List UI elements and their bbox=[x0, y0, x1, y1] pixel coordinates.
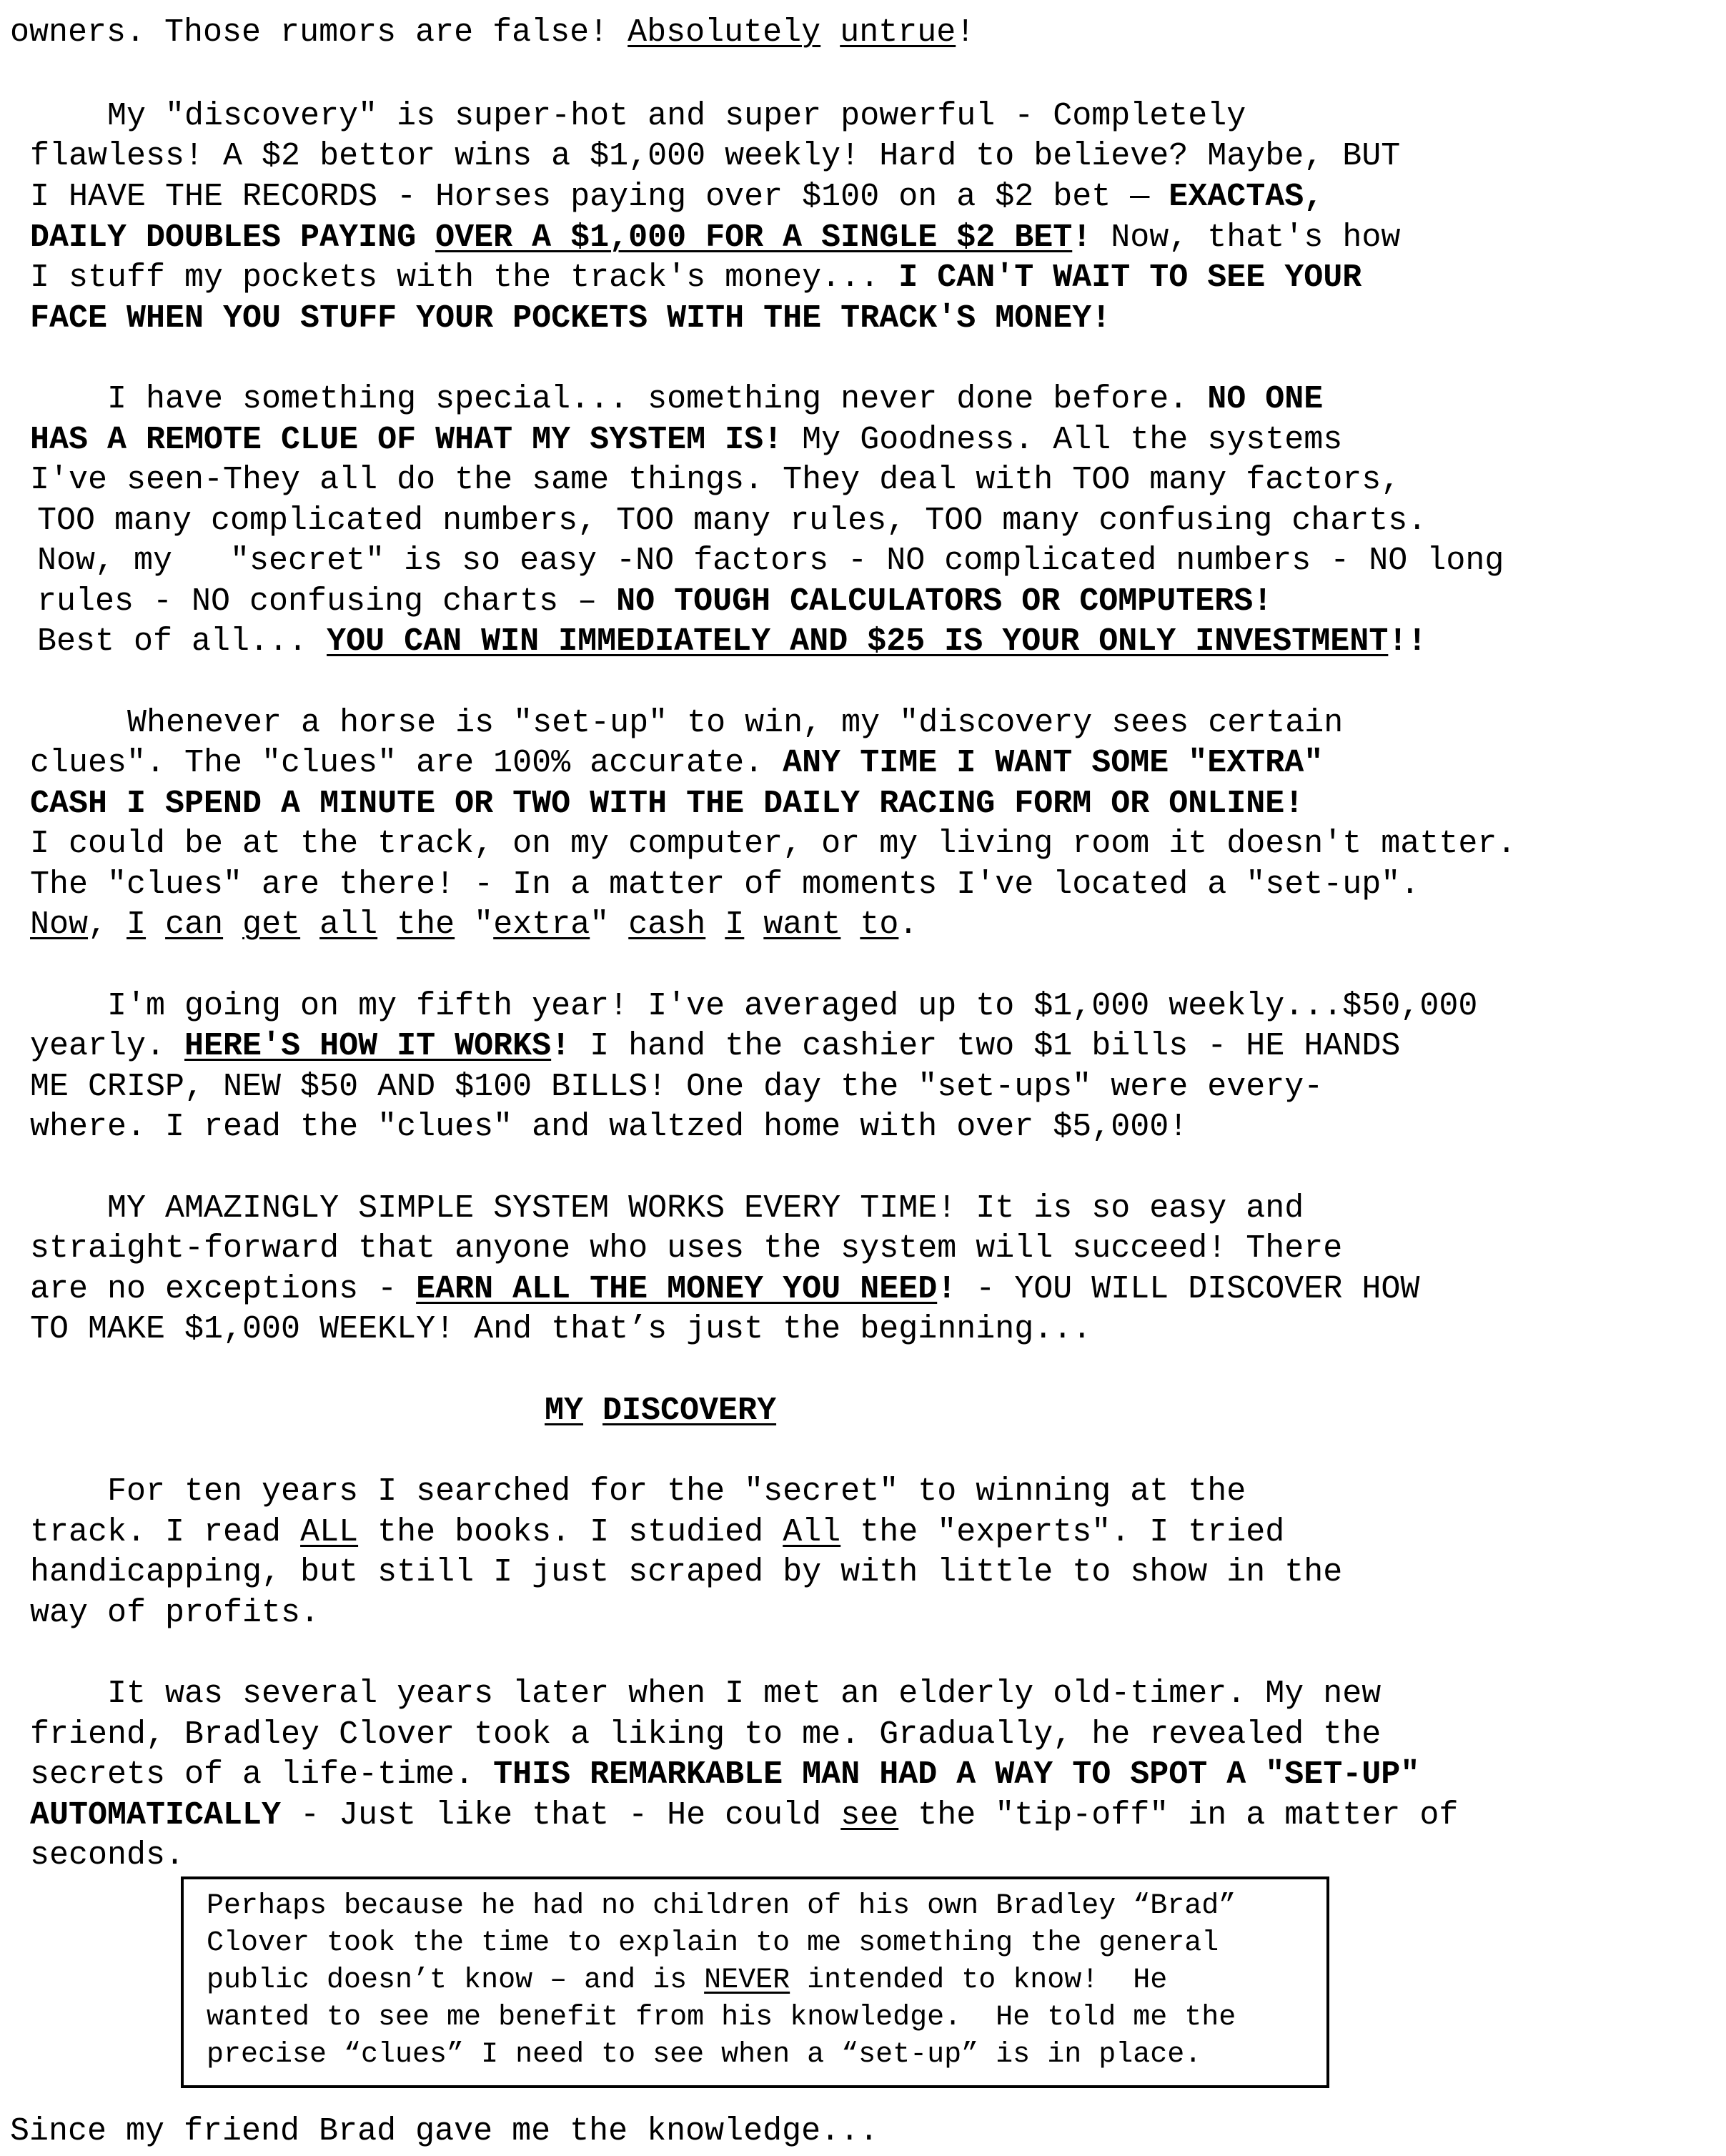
text-line bbox=[30, 905, 918, 945]
bold-text: ANY TIME I WANT SOME "EXTRA" bbox=[783, 745, 1324, 781]
underlined-word: Absolutely bbox=[628, 14, 821, 51]
bold-underlined-text: OVER A $1,000 FOR A SINGLE $2 BET bbox=[435, 219, 1073, 256]
bold-text: ! bbox=[937, 1271, 957, 1307]
underlined-word: can bbox=[165, 906, 224, 943]
text-run bbox=[744, 906, 763, 943]
text-line: MY AMAZINGLY SIMPLE SYSTEM WORKS EVERY TIME! It is so easy and bbox=[30, 1190, 1304, 1227]
text-line: I could be at the track, on my computer, or my living room it doesn't matter. bbox=[30, 826, 1517, 862]
bold-text: NO ONE bbox=[1207, 381, 1324, 417]
text-run bbox=[705, 906, 725, 943]
text-line: Now, my "secret" is so easy -NO factors - NO complicated numbers - NO long bbox=[37, 543, 1504, 579]
text-run: the "experts". I tried bbox=[840, 1514, 1285, 1551]
section-heading bbox=[545, 1391, 776, 1431]
text-line: flawless! A $2 bettor wins a $1,000 weekly! Hard to believe? Maybe, BUT bbox=[30, 138, 1401, 174]
text-run: - YOU WILL DISCOVER HOW bbox=[956, 1271, 1420, 1307]
text-run bbox=[300, 906, 319, 943]
box-line: wanted to see me benefit from his knowledge. He told me the bbox=[207, 2002, 1236, 2034]
underlined-word: want bbox=[763, 906, 841, 943]
text-line: way of profits. bbox=[30, 1595, 320, 1631]
bold-text: HAS A REMOTE CLUE OF WHAT MY SYSTEM IS! bbox=[30, 422, 783, 458]
underlined-word: the bbox=[397, 906, 455, 943]
text-line bbox=[30, 380, 1323, 420]
text-line: seconds. bbox=[30, 1837, 185, 1874]
text-line bbox=[30, 1755, 1419, 1795]
text-run: intended to know! He bbox=[790, 1964, 1168, 1997]
text-run: Now, that's how bbox=[1091, 219, 1401, 256]
box-line: Clover took the time to explain to me something the general bbox=[207, 1927, 1219, 1959]
text-run: the books. I studied bbox=[358, 1514, 783, 1551]
text-run: , bbox=[88, 906, 127, 943]
text-run bbox=[146, 906, 165, 943]
text-run bbox=[223, 906, 242, 943]
bold-text: ! bbox=[1072, 219, 1092, 256]
text-line bbox=[10, 13, 975, 53]
underlined-word: untrue bbox=[840, 14, 956, 51]
text-run: rules - NO confusing charts – bbox=[37, 583, 617, 620]
underlined-word: to bbox=[860, 906, 899, 943]
text-run bbox=[377, 906, 397, 943]
text-line bbox=[37, 582, 1272, 622]
underlined-word: get bbox=[242, 906, 301, 943]
text-run: owners. Those rumors are false! bbox=[10, 14, 628, 51]
text-line bbox=[30, 218, 1400, 258]
text-run: " bbox=[590, 906, 629, 943]
box-line: precise “clues” I need to see when a “set-up” is in place. bbox=[207, 2039, 1202, 2071]
text-line: straight-forward that anyone who uses the system will succeed! There bbox=[30, 1230, 1343, 1267]
text-line: TOO many complicated numbers, TOO many rules, TOO many confusing charts. bbox=[37, 503, 1427, 539]
underlined-word: see bbox=[840, 1797, 899, 1834]
underlined-word: cash bbox=[628, 906, 706, 943]
text-line: friend, Bradley Clover took a liking to me. Gradually, he revealed the bbox=[30, 1716, 1382, 1753]
text-line bbox=[30, 1796, 1458, 1836]
text-run: the "tip-off" in a matter of bbox=[898, 1797, 1459, 1834]
underlined-word: ALL bbox=[300, 1514, 359, 1551]
text-run: - Just like that - He could bbox=[281, 1797, 841, 1834]
text-run: clues". The "clues" are 100% accurate. bbox=[30, 745, 783, 781]
heading-word: DISCOVERY bbox=[602, 1393, 777, 1429]
bold-underlined-text: YOU CAN WIN IMMEDIATELY AND $25 IS YOUR ONLY INVESTMENT bbox=[327, 623, 1389, 660]
bold-text: THIS REMARKABLE MAN HAD A WAY TO SPOT A "SET-UP" bbox=[493, 1756, 1420, 1793]
heading-word: MY bbox=[545, 1393, 584, 1429]
closing-line: Since my friend Brad gave me the knowledge... bbox=[10, 2113, 879, 2150]
text-line: CASH I SPEND A MINUTE OR TWO WITH THE DAILY RACING FORM OR ONLINE! bbox=[30, 786, 1304, 822]
text-line bbox=[30, 1513, 1284, 1553]
text-line bbox=[30, 258, 1362, 298]
bold-text: !! bbox=[1388, 623, 1427, 660]
underlined-word: Now bbox=[30, 906, 89, 943]
underlined-word: All bbox=[783, 1514, 841, 1551]
text-run: yearly. bbox=[30, 1028, 185, 1064]
text-run: " bbox=[455, 906, 494, 943]
text-run bbox=[840, 906, 860, 943]
text-run: are no exceptions - bbox=[30, 1271, 417, 1307]
bold-underlined-text: EARN ALL THE MONEY YOU NEED bbox=[416, 1271, 938, 1307]
text-line: TO MAKE $1,000 WEEKLY! And that’s just the beginning... bbox=[30, 1311, 1092, 1348]
text-run: My Goodness. All the systems bbox=[783, 422, 1343, 458]
text-run: ! bbox=[956, 14, 976, 51]
text-line: I've seen-They all do the same things. They deal with TOO many factors, bbox=[30, 462, 1401, 498]
text-run: secrets of a life-time. bbox=[30, 1756, 494, 1793]
text-line: The "clues" are there! - In a matter of moments I've located a "set-up". bbox=[30, 866, 1420, 903]
text-line bbox=[30, 1027, 1400, 1067]
text-line: It was several years later when I met an elderly old-timer. My new bbox=[30, 1676, 1382, 1712]
bold-text: ! bbox=[551, 1028, 571, 1064]
text-line: handicapping, but still I just scraped by with little to show in the bbox=[30, 1554, 1343, 1591]
text-line: My "discovery" is super-hot and super powerful - Completely bbox=[30, 98, 1246, 134]
text-run: I hand the cashier two $1 bills - HE HANDS bbox=[570, 1028, 1401, 1064]
text-line: FACE WHEN YOU STUFF YOUR POCKETS WITH THE TRACK'S MONEY! bbox=[30, 300, 1111, 337]
text-line bbox=[30, 177, 1323, 217]
underlined-word: I bbox=[725, 906, 745, 943]
text-run: Best of all... bbox=[37, 623, 327, 660]
boxed-note bbox=[181, 1876, 1329, 2088]
text-line: Whenever a horse is "set-up" to win, my "discovery sees certain bbox=[50, 705, 1344, 741]
box-line: Perhaps because he had no children of his own Bradley “Brad” bbox=[207, 1890, 1236, 1922]
text-run: . bbox=[898, 906, 918, 943]
bold-text: I CAN'T WAIT TO SEE YOUR bbox=[898, 259, 1362, 296]
underlined-word: NEVER bbox=[704, 1964, 790, 1997]
underlined-word: all bbox=[319, 906, 378, 943]
underlined-word: I bbox=[127, 906, 147, 943]
text-run: I HAVE THE RECORDS - Horses paying over $100 on a $2 bet — bbox=[30, 179, 1169, 215]
bold-text: DAILY DOUBLES PAYING bbox=[30, 219, 436, 256]
text-line bbox=[30, 743, 1323, 783]
text-line: I'm going on my fifth year! I've averaged up to $1,000 weekly...$50,000 bbox=[30, 988, 1478, 1024]
text-run: public doesn’t know – and is bbox=[207, 1964, 705, 1997]
text-line bbox=[37, 622, 1427, 662]
text-run bbox=[820, 14, 840, 51]
text-run: I have something special... something never done before. bbox=[30, 381, 1208, 417]
text-line bbox=[30, 420, 1342, 460]
text-line: where. I read the "clues" and waltzed home with over $5,000! bbox=[30, 1109, 1189, 1145]
text-run: track. I read bbox=[30, 1514, 301, 1551]
underlined-word: extra bbox=[493, 906, 590, 943]
bold-text: EXACTAS, bbox=[1169, 179, 1324, 215]
text-line bbox=[30, 1270, 1419, 1310]
text-line: For ten years I searched for the "secret" to winning at the bbox=[30, 1473, 1246, 1510]
bold-text: AUTOMATICALLY bbox=[30, 1797, 282, 1834]
bold-text: NO TOUGH CALCULATORS OR COMPUTERS! bbox=[616, 583, 1273, 620]
text-run: I stuff my pockets with the track's money... bbox=[30, 259, 899, 296]
box-line bbox=[207, 1962, 1167, 1999]
bold-underlined-text: HERE'S HOW IT WORKS bbox=[184, 1028, 552, 1064]
text-line: ME CRISP, NEW $50 AND $100 BILLS! One day the "set-ups" were every- bbox=[30, 1069, 1324, 1105]
